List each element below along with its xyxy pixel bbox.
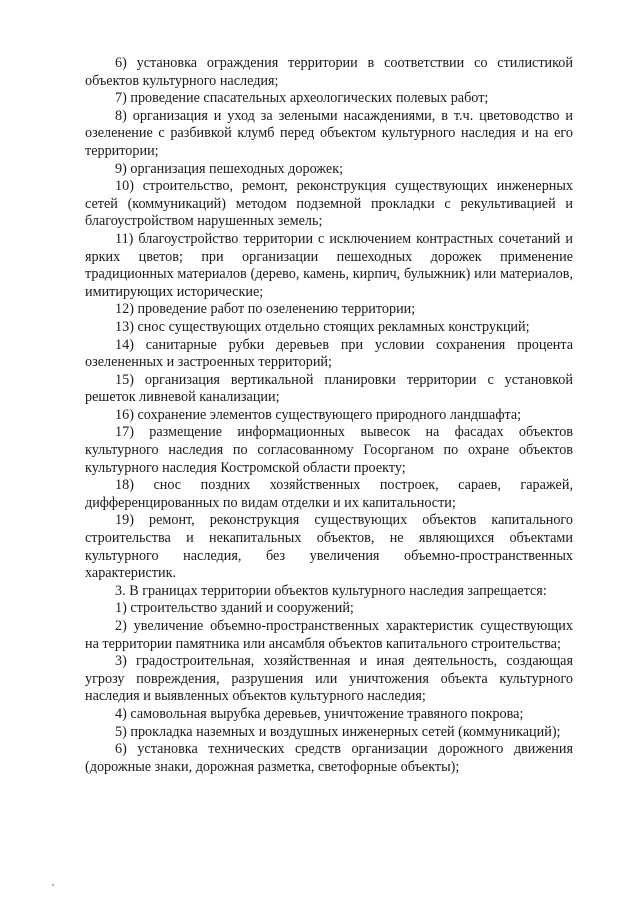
paragraph-item-10-utilities: 10) строительство, ремонт, реконструкция существующих инженерных сетей (коммуникаций) методом подземной прокладки с рекультивацией и благоустройством нарушенных земель;: [85, 178, 573, 230]
paragraph-item-7-archaeology: 7) проведение спасательных археологических полевых работ;: [115, 90, 489, 107]
paragraph-item-13-ad-removal: 13) снос существующих отдельно стоящих рекламных конструкций;: [115, 318, 530, 335]
prohibited-item-4-tree-cutting: 4) самовольная вырубка деревьев, уничтожение травяного покрова;: [115, 705, 524, 722]
paragraph-item-14-sanitary-felling: 14) санитарные рубки деревьев при условии сохранения процента озелененных и застроенных территорий;: [85, 336, 573, 371]
paragraph-item-6-fencing: 6) установка ограждения территории в соответствии со стилистикой объектов культурного наследия;: [85, 55, 573, 89]
paragraph-item-19-repair: 19) ремонт, реконструкция существующих объектов капитального строительства и некапитальных объектов, не являющихся объектами культурного наследия, без увеличения объемно-пространственных характеристик.: [85, 512, 573, 582]
paragraph-item-15-grading: 15) организация вертикальной планировки территории с установкой решеток ливневой канализации;: [85, 371, 573, 406]
prohibited-item-2-volume-increase: 2) увеличение объемно-пространственных характеристик существующих на территории памятника или ансамбля объектов капитального строительства;: [85, 618, 573, 652]
prohibited-item-6-traffic-devices: 6) установка технических средств организации дорожного движения (дорожные знаки, дорожная разметка, светофорные объекты);: [85, 741, 573, 775]
paragraph-item-8-greenery: 8) организация и уход за зелеными насаждениями, в т.ч. цветоводство и озеленение с разбивкой клумб перед объектом культурного наследия и на его территории;: [85, 107, 573, 159]
scan-speck: [52, 884, 54, 886]
section-3-heading: 3. В границах территории объектов культурного наследия запрещается:: [115, 582, 547, 599]
paragraph-item-12-planting: 12) проведение работ по озеленению территории;: [115, 301, 416, 318]
paragraph-item-9-footpaths: 9) организация пешеходных дорожек;: [115, 160, 344, 177]
prohibited-item-5-overhead-networks: 5) прокладка наземных и воздушных инженерных сетей (коммуникаций);: [115, 723, 561, 740]
paragraph-item-18-outbuildings: 18) снос поздних хозяйственных построек, сараев, гаражей, дифференцированных по видам отделки и их капитальности;: [85, 477, 573, 511]
prohibited-item-3-threatening-activity: 3) градостроительная, хозяйственная и иная деятельность, создающая угрозу повреждения, разрушения или уничтожения объекта культурного наследия и выявленных объектов культурного наследия;: [85, 653, 573, 705]
paragraph-item-11-landscaping: 11) благоустройство территории с исключением контрастных сочетаний и ярких цветов; при организации пешеходных дорожек применение традиционных материалов (дерево, камень, кирпич, булыжник) или материалов, имитирующих исторические;: [85, 230, 573, 300]
prohibited-item-1-construction: 1) строительство зданий и сооружений;: [115, 600, 354, 617]
paragraph-item-16-natural-landscape: 16) сохранение элементов существующего природного ландшафта;: [115, 406, 522, 423]
document-body: [85, 55, 573, 776]
paragraph-item-17-signage: 17) размещение информационных вывесок на фасадах объектов культурного наследия по согласованному Госорганом по охране объектов культурного наследия Костромской области проекту;: [85, 424, 573, 476]
